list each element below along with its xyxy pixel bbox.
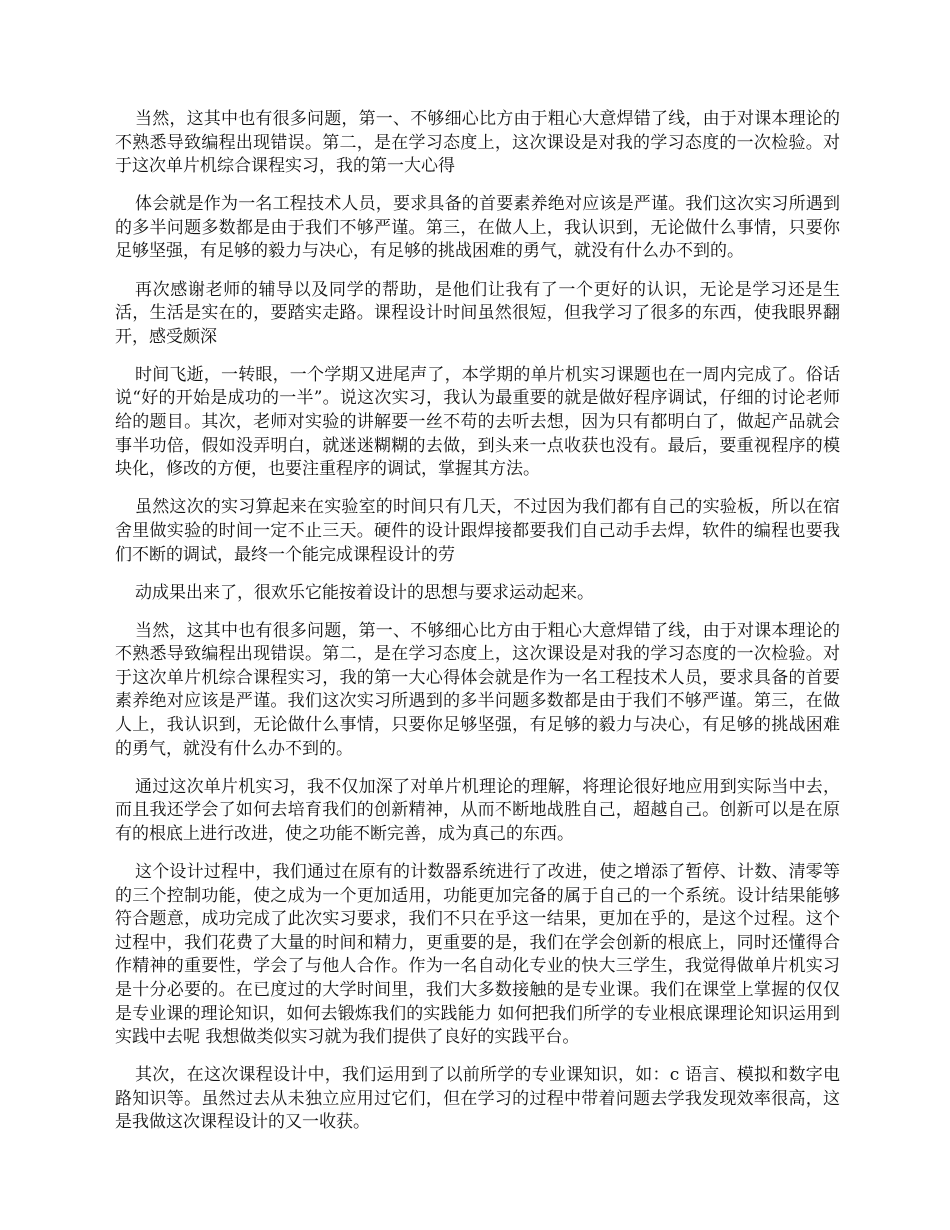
- document-body: [115, 108, 840, 1150]
- paragraph-10: 其次，在这次课程设计中，我们运用到了以前所学的专业课知识，如：c 语言、模拟和数字电路知识等。虽然过去从未独立应用过它们，但在学习的过程中带着问题去学我发现效率很高，这是我做这次课程设计的又一收获。: [115, 1065, 840, 1133]
- paragraph-7: 当然，这其中也有很多问题，第一、不够细心比方由于粗心大意焊错了线，由于对课本理论的不熟悉导致编程出现错误。第二，是在学习态度上，这次课设是对我的学习态度的一次检验。对于这次单片机综合课程实习，我的第一大心得体会就是作为一名工程技术人员，要求具备的首要素养绝对应该是严谨。我们这次实习所遇到的多半问题多数都是由于我们不够严谨。第三，在做人上，我认识到，无论做什么事情，只要你足够坚强，有足够的毅力与决心，有足够的挑战困难的勇气，就没有什么办不到的。: [115, 620, 840, 759]
- paragraph-8: 通过这次单片机实习，我不仅加深了对单片机理论的理解，将理论很好地应用到实际当中去，而且我还学会了如何去培育我们的创新精神，从而不断地战胜自己，超越自己。创新可以是在原有的根底上进行改进，使之功能不断完善，成为真己的东西。: [115, 776, 840, 844]
- paragraph-9: 这个设计过程中，我们通过在原有的计数器系统进行了改进，使之增添了暂停、计数、清零等的三个控制功能，使之成为一个更加适用，功能更加完备的属于自己的一个系统。设计结果能够符合题意，成功完成了此次实习要求，我们不只在乎这一结果，更加在乎的，是这个过程。这个过程中，我们花费了大量的时间和精力，更重要的是，我们在学会创新的根底上，同时还懂得合作精神的重要性，学会了与他人合作。作为一名自动化专业的快大三学生，我觉得做单片机实习是十分必要的。在已度过的大学时间里，我们大多数接触的是专业课。我们在课堂上掌握的仅仅是专业课的理论知识，如何去锻炼我们的实践能力 如何把我们所学的专业根底课理论知识运用到实践中去呢 我想做类似实习就为我们提供了良好的实践平台。: [115, 862, 840, 1048]
- paragraph-6: 动成果出来了，很欢乐它能按着设计的思想与要求运动起来。: [135, 582, 594, 603]
- paragraph-5: 虽然这次的实习算起来在实验室的时间只有几天，不过因为我们都有自己的实验板，所以在宿舍里做实验的时间一定不止三天。硬件的设计跟焊接都要我们自己动手去焊，软件的编程也要我们不断的调试，最终一个能完成课程设计的劳: [115, 497, 840, 565]
- paragraph-1: 当然，这其中也有很多问题，第一、不够细心比方由于粗心大意焊错了线，由于对课本理论的不熟悉导致编程出现错误。第二，是在学习态度上，这次课设是对我的学习态度的一次检验。对于这次单片机综合课程实习，我的第一大心得: [115, 109, 840, 177]
- paragraph-2: 体会就是作为一名工程技术人员，要求具备的首要素养绝对应该是严谨。我们这次实习所遇到的多半问题多数都是由于我们不够严谨。第三，在做人上，我认识到，无论做什么事情，只要你足够坚强，有足够的毅力与决心，有足够的挑战困难的勇气，就没有什么办不到的。: [115, 194, 840, 262]
- paragraph-3: 再次感谢老师的辅导以及同学的帮助，是他们让我有了一个更好的认识，无论是学习还是生活，生活是实在的，要踏实走路。课程设计时间虽然很短，但我学习了很多的东西，使我眼界翻开，感受颇深: [115, 279, 840, 347]
- paragraph-4: 时间飞逝，一转眼，一个学期又进尾声了，本学期的单片机实习课题也在一周内完成了。俗话说“好的开始是成功的一半”。说这次实习，我认为最重要的就是做好程序调试，仔细的讨论老师给的题目。其次，老师对实验的讲解要一丝不苟的去听去想，因为只有都明白了，做起产品就会事半功倍，假如没弄明白，就迷迷糊糊的去做，到头来一点收获也没有。最后，要重视程序的模块化，修改的方便，也要注重程序的调试，掌握其方法。: [115, 364, 840, 480]
